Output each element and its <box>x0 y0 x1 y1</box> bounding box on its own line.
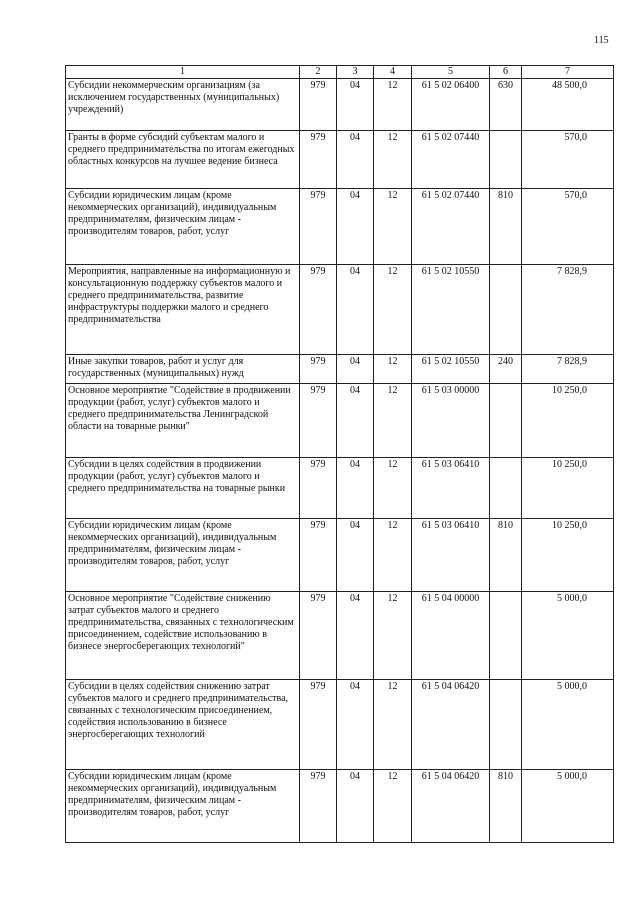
budget-table <box>65 65 614 843</box>
table-row <box>66 384 614 458</box>
table-row <box>66 680 614 770</box>
table-row <box>66 458 614 519</box>
row-sum: 5 000,0 <box>522 592 614 680</box>
row-code-gr: 979 <box>300 189 337 265</box>
row-code-csr: 61 5 03 06410 <box>412 458 490 519</box>
row-code-rz: 04 <box>337 131 374 189</box>
row-code-gr: 979 <box>300 680 337 770</box>
table-row <box>66 592 614 680</box>
row-code-rz: 04 <box>337 519 374 592</box>
row-code-vr: 810 <box>490 519 522 592</box>
row-code-pr: 12 <box>374 770 412 843</box>
row-code-vr <box>490 384 522 458</box>
row-code-pr: 12 <box>374 265 412 355</box>
header-cell: 3 <box>337 66 374 79</box>
row-code-gr: 979 <box>300 131 337 189</box>
row-code-vr <box>490 131 522 189</box>
table-row <box>66 519 614 592</box>
row-name: Субсидии в целях содействия снижению затрат субъектов малого и среднего предпринимательства, связанных с технологическим присоединением, содействия использованию в бизнесе энергосберегающих технологий <box>66 680 300 770</box>
row-code-vr <box>490 458 522 519</box>
row-code-gr: 979 <box>300 458 337 519</box>
row-code-csr: 61 5 02 07440 <box>412 131 490 189</box>
table-row <box>66 355 614 384</box>
row-code-gr: 979 <box>300 265 337 355</box>
row-code-vr <box>490 265 522 355</box>
row-code-pr: 12 <box>374 519 412 592</box>
row-name: Субсидии юридическим лицам (кроме некоммерческих организаций), индивидуальным предпринимателям, физическим лицам - производителям товаров, работ, услуг <box>66 189 300 265</box>
header-cell: 2 <box>300 66 337 79</box>
row-code-gr: 979 <box>300 519 337 592</box>
row-sum: 570,0 <box>522 131 614 189</box>
row-code-rz: 04 <box>337 265 374 355</box>
row-sum: 10 250,0 <box>522 458 614 519</box>
row-name: Субсидии юридическим лицам (кроме некоммерческих организаций), индивидуальным предпринимателям, физическим лицам - производителям товаров, работ, услуг <box>66 519 300 592</box>
header-cell: 4 <box>374 66 412 79</box>
row-code-rz: 04 <box>337 384 374 458</box>
row-code-csr: 61 5 02 10550 <box>412 355 490 384</box>
row-name: Субсидии некоммерческим организациям (за исключением государственных (муниципальных) учреждений) <box>66 79 300 131</box>
row-code-rz: 04 <box>337 189 374 265</box>
row-code-csr: 61 5 02 07440 <box>412 189 490 265</box>
row-name: Основное мероприятие "Содействие в продвижении продукции (работ, услуг) субъектов малого и среднего предпринимательства Ленинградской области на товарные рынки" <box>66 384 300 458</box>
row-code-gr: 979 <box>300 770 337 843</box>
row-code-rz: 04 <box>337 770 374 843</box>
row-code-pr: 12 <box>374 189 412 265</box>
row-code-pr: 12 <box>374 458 412 519</box>
row-code-rz: 04 <box>337 592 374 680</box>
row-code-csr: 61 5 04 06420 <box>412 770 490 843</box>
row-name: Субсидии в целях содействия в продвижении продукции (работ, услуг) субъектов малого и среднего предпринимательства на товарные рынки <box>66 458 300 519</box>
row-code-pr: 12 <box>374 680 412 770</box>
row-sum: 10 250,0 <box>522 519 614 592</box>
row-name: Иные закупки товаров, работ и услуг для государственных (муниципальных) нужд <box>66 355 300 384</box>
row-code-gr: 979 <box>300 384 337 458</box>
row-code-gr: 979 <box>300 592 337 680</box>
header-cell: 1 <box>66 66 300 79</box>
row-code-pr: 12 <box>374 355 412 384</box>
row-sum: 5 000,0 <box>522 680 614 770</box>
row-code-rz: 04 <box>337 79 374 131</box>
row-code-vr: 810 <box>490 770 522 843</box>
table-row <box>66 265 614 355</box>
row-code-vr <box>490 592 522 680</box>
row-code-csr: 61 5 03 06410 <box>412 519 490 592</box>
row-code-vr: 630 <box>490 79 522 131</box>
row-code-csr: 61 5 04 06420 <box>412 680 490 770</box>
header-cell: 5 <box>412 66 490 79</box>
header-row <box>66 66 614 79</box>
row-name: Субсидии юридическим лицам (кроме некоммерческих организаций), индивидуальным предпринимателям, физическим лицам - производителям товаров, работ, услуг <box>66 770 300 843</box>
row-code-pr: 12 <box>374 384 412 458</box>
row-sum: 10 250,0 <box>522 384 614 458</box>
row-name: Гранты в форме субсидий субъектам малого и среднего предпринимательства по итогам ежегодных областных конкурсов на лучшее ведение бизнеса <box>66 131 300 189</box>
row-code-pr: 12 <box>374 592 412 680</box>
page-number: 115 <box>594 35 609 46</box>
row-code-vr: 810 <box>490 189 522 265</box>
header-cell: 7 <box>522 66 614 79</box>
row-sum: 7 828,9 <box>522 265 614 355</box>
header-cell: 6 <box>490 66 522 79</box>
row-code-csr: 61 5 04 00000 <box>412 592 490 680</box>
table-row <box>66 770 614 843</box>
row-sum: 48 500,0 <box>522 79 614 131</box>
row-code-pr: 12 <box>374 131 412 189</box>
row-code-gr: 979 <box>300 79 337 131</box>
row-code-csr: 61 5 03 00000 <box>412 384 490 458</box>
table-row <box>66 131 614 189</box>
row-code-pr: 12 <box>374 79 412 131</box>
row-name: Основное мероприятие "Содействие снижению затрат субъектов малого и среднего предпринимательства, связанных с технологическим присоединением, содействие использованию в бизнесе энергосберегающих технологий" <box>66 592 300 680</box>
row-code-gr: 979 <box>300 355 337 384</box>
row-code-rz: 04 <box>337 458 374 519</box>
row-code-csr: 61 5 02 06400 <box>412 79 490 131</box>
row-code-rz: 04 <box>337 680 374 770</box>
row-code-csr: 61 5 02 10550 <box>412 265 490 355</box>
row-sum: 7 828,9 <box>522 355 614 384</box>
table-row <box>66 79 614 131</box>
row-code-vr <box>490 680 522 770</box>
row-sum: 570,0 <box>522 189 614 265</box>
row-name: Мероприятия, направленные на информационную и консультационную поддержку субъектов малого и среднего предпринимательства, развитие инфраструктуры поддержки малого и среднего предпринимательства <box>66 265 300 355</box>
row-code-vr: 240 <box>490 355 522 384</box>
table-row <box>66 189 614 265</box>
row-sum: 5 000,0 <box>522 770 614 843</box>
row-code-rz: 04 <box>337 355 374 384</box>
